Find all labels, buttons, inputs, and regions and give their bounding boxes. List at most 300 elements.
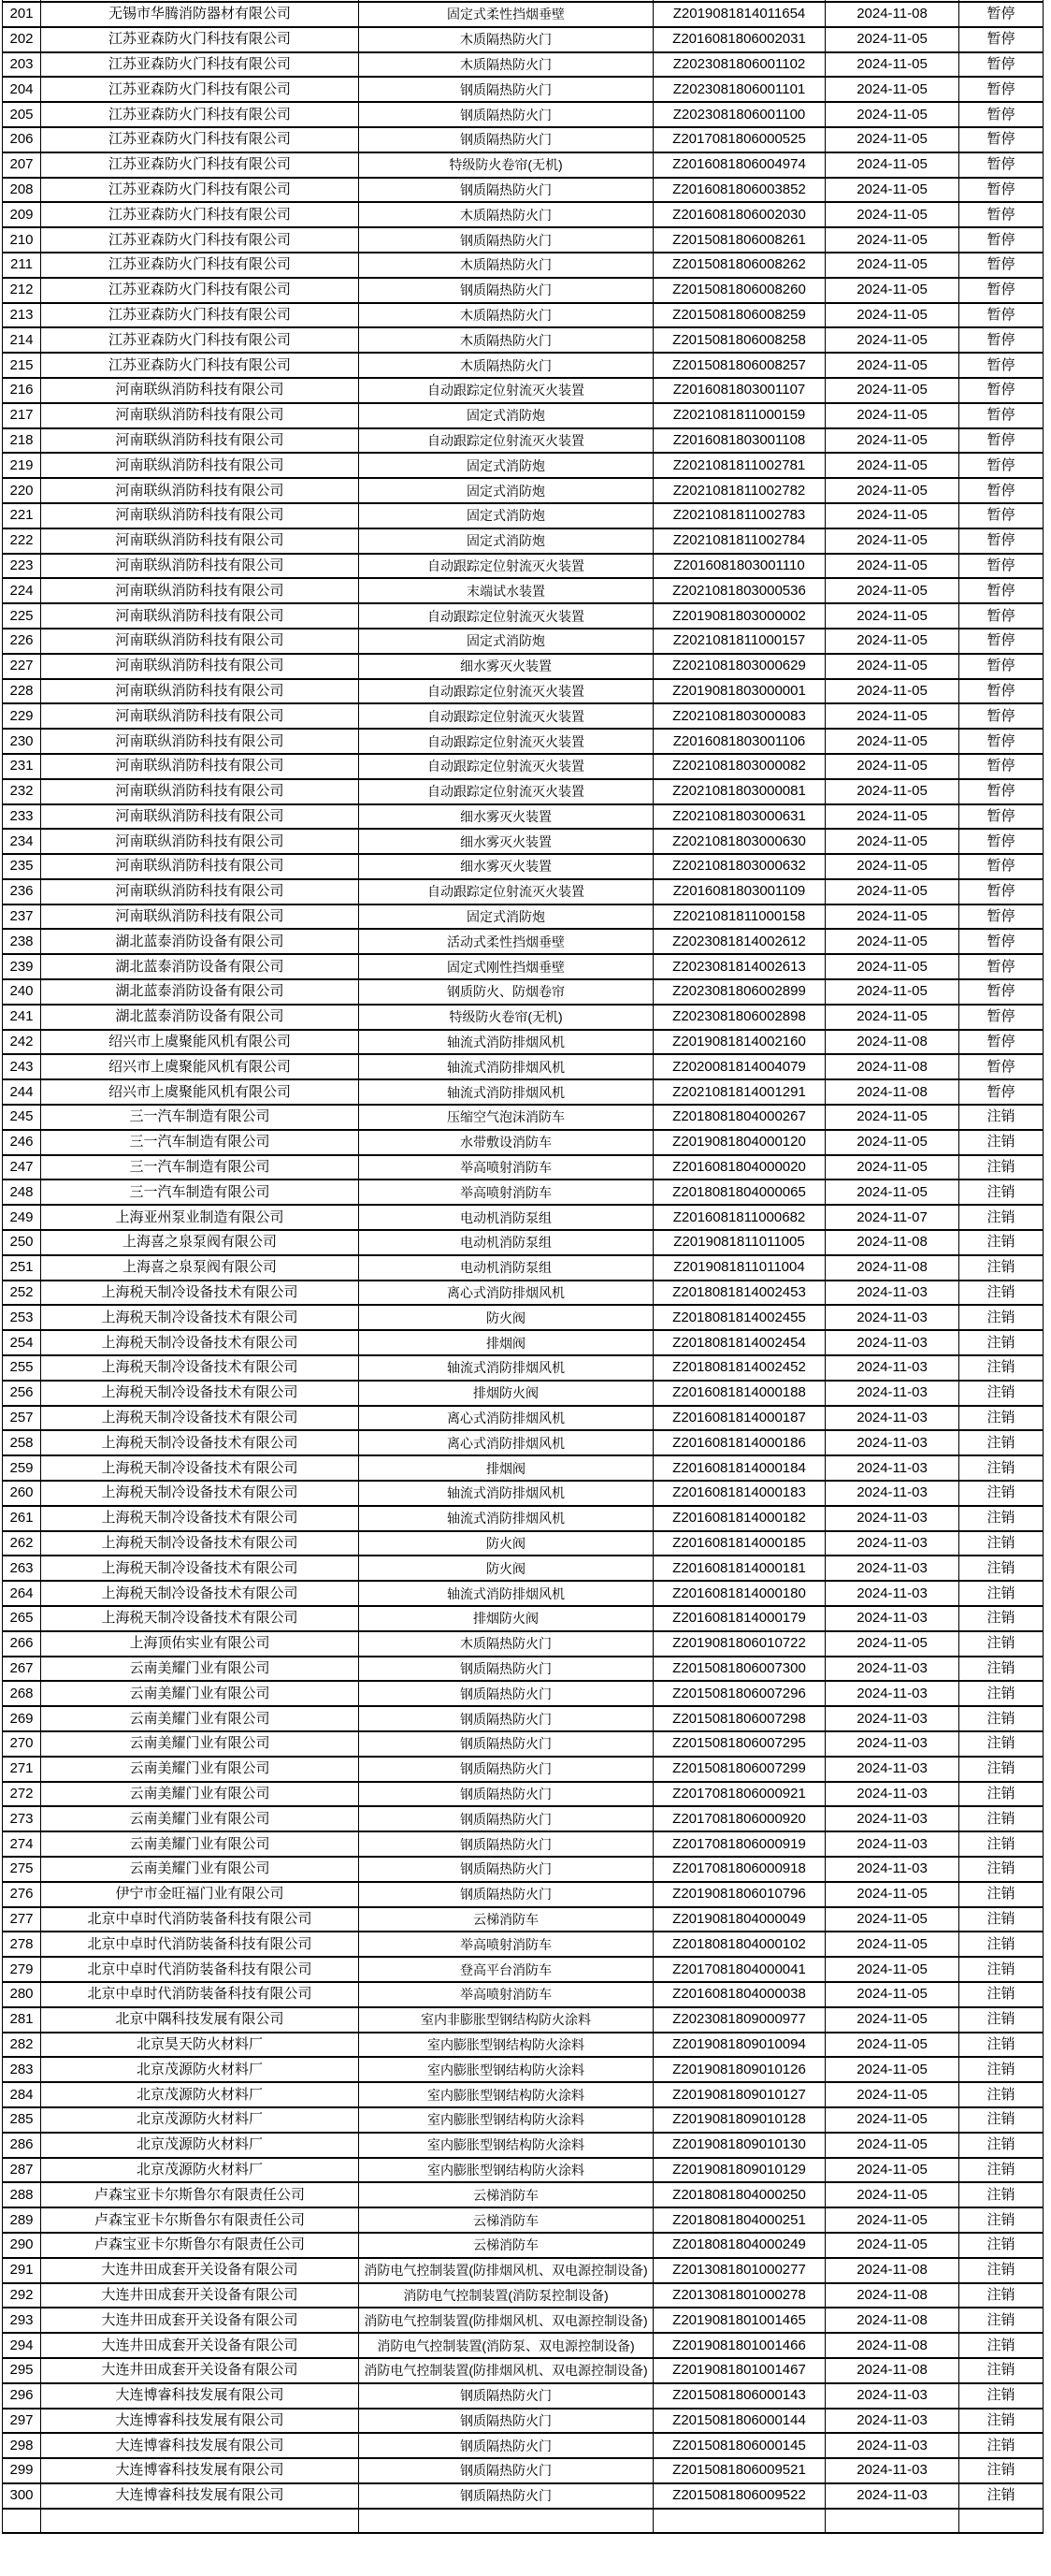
status-cell: 注销 — [959, 1281, 1044, 1306]
date-cell: 2024-11-03 — [826, 1305, 959, 1330]
product-name-cell: 离心式消防排烟风机 — [359, 1406, 654, 1431]
product-name-cell: 钢质隔热防火门 — [359, 102, 654, 127]
company-name-cell: 大连井田成套开关设备有限公司 — [41, 2333, 359, 2358]
certificate-number-cell: Z2023081814002612 — [654, 929, 826, 954]
company-name-cell: 三一汽车制造有限公司 — [41, 1179, 359, 1205]
table-row — [3, 378, 1044, 403]
status-cell: 注销 — [959, 2258, 1044, 2283]
certificate-number-cell: Z2021081803000083 — [654, 703, 826, 729]
table-row — [3, 2, 1044, 27]
partial-row-bottom — [3, 2509, 1044, 2534]
company-name-cell: 河南联纵消防科技有限公司 — [41, 478, 359, 503]
row-number-cell: 248 — [3, 1179, 41, 1205]
product-name-cell: 细水雾灭火装置 — [359, 804, 654, 830]
product-name-cell: 钢质隔热防火门 — [359, 2483, 654, 2509]
certificate-number-cell: Z2019081811011005 — [654, 1230, 826, 1255]
certificate-number-cell: Z2019081801001466 — [654, 2333, 826, 2358]
status-cell: 注销 — [959, 1455, 1044, 1481]
product-name-cell: 钢质隔热防火门 — [359, 1706, 654, 1731]
row-number-cell: 215 — [3, 353, 41, 378]
table-row — [3, 679, 1044, 704]
product-name-cell: 自动跟踪定位射流灭火装置 — [359, 378, 654, 403]
company-name-cell: 上海税天制冷设备技术有限公司 — [41, 1606, 359, 1631]
company-name-cell: 上海税天制冷设备技术有限公司 — [41, 1581, 359, 1606]
company-name-cell: 江苏亚森防火门科技有限公司 — [41, 77, 359, 102]
company-name-cell: 江苏亚森防火门科技有限公司 — [41, 353, 359, 378]
date-cell: 2024-11-05 — [826, 278, 959, 303]
row-number-cell: 251 — [3, 1255, 41, 1281]
company-name-cell: 河南联纵消防科技有限公司 — [41, 453, 359, 478]
table-row — [3, 1706, 1044, 1731]
company-name-cell: 大连井田成套开关设备有限公司 — [41, 2358, 359, 2383]
company-name-cell: 北京中卓时代消防装备科技有限公司 — [41, 1932, 359, 1957]
date-cell: 2024-11-03 — [826, 1481, 959, 1506]
date-cell: 2024-11-05 — [826, 27, 959, 52]
date-cell: 2024-11-03 — [826, 1556, 959, 1581]
product-name-cell: 室内膨胀型钢结构防火涂料 — [359, 2107, 654, 2133]
certificate-number-cell: Z2023081806001101 — [654, 77, 826, 102]
certificate-number-cell: Z2013081801000277 — [654, 2258, 826, 2283]
row-number-cell: 300 — [3, 2483, 41, 2509]
product-name-cell: 钢质隔热防火门 — [359, 2458, 654, 2483]
company-name-cell: 云南美耀门业有限公司 — [41, 1806, 359, 1831]
row-number-cell: 292 — [3, 2283, 41, 2308]
product-name-cell: 钢质隔热防火门 — [359, 1831, 654, 1857]
date-cell: 2024-11-05 — [826, 2133, 959, 2158]
row-number-cell: 267 — [3, 1657, 41, 1682]
product-name-cell: 木质隔热防火门 — [359, 303, 654, 328]
company-name-cell: 湖北蓝泰消防设备有限公司 — [41, 979, 359, 1005]
product-name-cell: 举高喷射消防车 — [359, 1982, 654, 2007]
row-number-cell: 280 — [3, 1982, 41, 2007]
company-name-cell: 大连博睿科技发展有限公司 — [41, 2383, 359, 2409]
certificate-number-cell: Z2019081809010126 — [654, 2057, 826, 2082]
company-name-cell: 大连井田成套开关设备有限公司 — [41, 2283, 359, 2308]
table-row — [3, 1606, 1044, 1631]
company-name-cell: 北京茂源防火材料厂 — [41, 2107, 359, 2133]
company-name-cell: 北京茂源防火材料厂 — [41, 2158, 359, 2183]
date-cell: 2024-11-05 — [826, 1130, 959, 1155]
table-row — [3, 603, 1044, 629]
product-name-cell: 电动机消防泵组 — [359, 1255, 654, 1281]
date-cell: 2024-11-08 — [826, 2358, 959, 2383]
status-cell: 注销 — [959, 2182, 1044, 2207]
company-name-cell: 河南联纵消防科技有限公司 — [41, 779, 359, 804]
date-cell: 2024-11-03 — [826, 1831, 959, 1857]
product-name-cell: 云梯消防车 — [359, 2233, 654, 2258]
status-cell: 注销 — [959, 1430, 1044, 1455]
date-cell: 2024-11-03 — [826, 2483, 959, 2509]
table-row — [3, 77, 1044, 102]
row-number-cell: 224 — [3, 578, 41, 603]
certificate-number-cell: Z2017081806000525 — [654, 127, 826, 152]
certificate-number-cell: Z2021081811002783 — [654, 503, 826, 528]
table-row — [3, 353, 1044, 378]
date-cell: 2024-11-05 — [826, 1957, 959, 1982]
row-number-cell: 247 — [3, 1155, 41, 1180]
date-cell: 2024-11-03 — [826, 1731, 959, 1757]
company-name-cell: 云南美耀门业有限公司 — [41, 1681, 359, 1706]
company-name-cell: 大连博睿科技发展有限公司 — [41, 2433, 359, 2458]
row-number-cell: 262 — [3, 1531, 41, 1556]
status-cell: 注销 — [959, 2409, 1044, 2434]
status-cell: 注销 — [959, 1581, 1044, 1606]
row-number-cell: 295 — [3, 2358, 41, 2383]
status-cell: 注销 — [959, 2007, 1044, 2033]
row-number-cell: 294 — [3, 2333, 41, 2358]
table-row — [3, 879, 1044, 904]
table-row — [3, 1455, 1044, 1481]
row-number-cell: 206 — [3, 127, 41, 152]
certificate-number-cell: Z2016081803001110 — [654, 554, 826, 579]
company-name-cell: 河南联纵消防科技有限公司 — [41, 629, 359, 654]
product-name-cell: 特级防火卷帘(无机) — [359, 1005, 654, 1030]
certificate-number-cell: Z2015081806008259 — [654, 303, 826, 328]
date-cell: 2024-11-03 — [826, 1355, 959, 1381]
table-row — [3, 178, 1044, 203]
certificate-number-cell: Z2015081806007300 — [654, 1657, 826, 1682]
table-row — [3, 2057, 1044, 2082]
company-name-cell: 河南联纵消防科技有限公司 — [41, 754, 359, 779]
date-cell: 2024-11-05 — [826, 528, 959, 554]
status-cell: 暂停 — [959, 227, 1044, 253]
status-cell: 暂停 — [959, 2, 1044, 27]
certificate-number-cell: Z2016081814000185 — [654, 1531, 826, 1556]
row-number-cell: 221 — [3, 503, 41, 528]
row-number-cell: 257 — [3, 1406, 41, 1431]
date-cell: 2024-11-08 — [826, 1079, 959, 1105]
status-cell: 注销 — [959, 1657, 1044, 1682]
company-name-cell: 北京中卓时代消防装备科技有限公司 — [41, 1957, 359, 1982]
product-name-cell: 云梯消防车 — [359, 2207, 654, 2233]
company-name-cell: 上海税天制冷设备技术有限公司 — [41, 1531, 359, 1556]
table-row — [3, 1782, 1044, 1807]
product-name-cell: 钢质隔热防火门 — [359, 1857, 654, 1882]
company-name-cell: 北京中隅科技发展有限公司 — [41, 2007, 359, 2033]
product-name-cell: 轴流式消防排烟风机 — [359, 1079, 654, 1105]
date-cell: 2024-11-05 — [826, 1932, 959, 1957]
product-name-cell: 细水雾灭火装置 — [359, 829, 654, 854]
date-cell: 2024-11-03 — [826, 2458, 959, 2483]
company-name-cell: 北京茂源防火材料厂 — [41, 2082, 359, 2107]
certificate-number-cell: Z2017081806000918 — [654, 1857, 826, 1882]
date-cell: 2024-11-05 — [826, 629, 959, 654]
date-cell: 2024-11-05 — [826, 127, 959, 152]
date-cell: 2024-11-05 — [826, 327, 959, 353]
company-name-cell: 上海顶佑实业有限公司 — [41, 1631, 359, 1657]
certificate-number-cell: Z2023081806002898 — [654, 1005, 826, 1030]
status-cell: 暂停 — [959, 829, 1044, 854]
table-row — [3, 403, 1044, 428]
status-cell: 暂停 — [959, 679, 1044, 704]
row-number-cell: 255 — [3, 1355, 41, 1381]
table-row — [3, 227, 1044, 253]
date-cell: 2024-11-05 — [826, 854, 959, 879]
row-number-cell: 202 — [3, 27, 41, 52]
product-name-cell: 固定式消防炮 — [359, 528, 654, 554]
table-row — [3, 1657, 1044, 1682]
certificate-number-cell: Z2015081806009521 — [654, 2458, 826, 2483]
table-row — [3, 2158, 1044, 2183]
date-cell: 2024-11-05 — [826, 253, 959, 278]
status-cell: 暂停 — [959, 52, 1044, 78]
product-name-cell: 消防电气控制装置(消防泵、双电源控制设备) — [359, 2333, 654, 2358]
company-name-cell: 上海税天制冷设备技术有限公司 — [41, 1430, 359, 1455]
product-name-cell: 自动跟踪定位射流灭火装置 — [359, 729, 654, 754]
date-cell: 2024-11-08 — [826, 2283, 959, 2308]
row-number-cell: 226 — [3, 629, 41, 654]
status-cell: 暂停 — [959, 979, 1044, 1005]
date-cell: 2024-11-03 — [826, 2433, 959, 2458]
product-name-cell: 排烟防火阀 — [359, 1381, 654, 1406]
row-number-cell: 258 — [3, 1430, 41, 1455]
certificate-number-cell: Z2016081806002030 — [654, 202, 826, 227]
status-cell: 注销 — [959, 1255, 1044, 1281]
certificate-number-cell: Z2013081801000278 — [654, 2283, 826, 2308]
product-name-cell: 固定式刚性挡烟垂壁 — [359, 954, 654, 979]
date-cell: 2024-11-05 — [826, 202, 959, 227]
table-row — [3, 102, 1044, 127]
date-cell: 2024-11-05 — [826, 703, 959, 729]
table-row — [3, 1430, 1044, 1455]
certificate-number-cell: Z2016081814000182 — [654, 1506, 826, 1531]
row-number-cell: 239 — [3, 954, 41, 979]
company-name-cell: 江苏亚森防火门科技有限公司 — [41, 278, 359, 303]
status-cell: 注销 — [959, 1330, 1044, 1355]
company-name-cell: 大连井田成套开关设备有限公司 — [41, 2308, 359, 2333]
stub-cell — [654, 2509, 826, 2534]
table-row — [3, 1531, 1044, 1556]
table-row — [3, 2207, 1044, 2233]
product-name-cell: 固定式消防炮 — [359, 904, 654, 930]
certificate-number-cell: Z2018081804000249 — [654, 2233, 826, 2258]
row-number-cell: 242 — [3, 1030, 41, 1055]
certificate-number-cell: Z2019081809010128 — [654, 2107, 826, 2133]
status-cell: 注销 — [959, 1355, 1044, 1381]
date-cell: 2024-11-05 — [826, 1907, 959, 1932]
table-row — [3, 578, 1044, 603]
table-row — [3, 1506, 1044, 1531]
status-cell: 暂停 — [959, 879, 1044, 904]
product-name-cell: 水带敷设消防车 — [359, 1130, 654, 1155]
table-row — [3, 1230, 1044, 1255]
certificate-number-cell: Z2016081804000038 — [654, 1982, 826, 2007]
date-cell: 2024-11-03 — [826, 1381, 959, 1406]
product-name-cell: 压缩空气泡沫消防车 — [359, 1105, 654, 1130]
status-cell: 注销 — [959, 1882, 1044, 1907]
row-number-cell: 286 — [3, 2133, 41, 2158]
product-name-cell: 钢质隔热防火门 — [359, 127, 654, 152]
certificate-number-cell: Z2016081814000183 — [654, 1481, 826, 1506]
product-name-cell: 细水雾灭火装置 — [359, 654, 654, 679]
table-row — [3, 1882, 1044, 1907]
company-name-cell: 河南联纵消防科技有限公司 — [41, 378, 359, 403]
date-cell: 2024-11-05 — [826, 152, 959, 178]
table-row — [3, 1255, 1044, 1281]
certificate-number-cell: Z2018081814002453 — [654, 1281, 826, 1306]
company-name-cell: 江苏亚森防火门科技有限公司 — [41, 27, 359, 52]
product-name-cell: 轴流式消防排烟风机 — [359, 1030, 654, 1055]
company-name-cell: 三一汽车制造有限公司 — [41, 1130, 359, 1155]
date-cell: 2024-11-03 — [826, 1455, 959, 1481]
table-row — [3, 854, 1044, 879]
status-cell: 注销 — [959, 1230, 1044, 1255]
status-cell: 注销 — [959, 1681, 1044, 1706]
status-cell: 暂停 — [959, 253, 1044, 278]
company-name-cell: 河南联纵消防科技有限公司 — [41, 503, 359, 528]
company-name-cell: 河南联纵消防科技有限公司 — [41, 804, 359, 830]
certificate-number-cell: Z2016081803001106 — [654, 729, 826, 754]
table-row — [3, 1581, 1044, 1606]
date-cell: 2024-11-05 — [826, 1982, 959, 2007]
product-name-cell: 自动跟踪定位射流灭火装置 — [359, 703, 654, 729]
status-cell: 注销 — [959, 1105, 1044, 1130]
table-row — [3, 1857, 1044, 1882]
status-cell: 暂停 — [959, 1030, 1044, 1055]
company-name-cell: 江苏亚森防火门科技有限公司 — [41, 303, 359, 328]
row-number-cell: 283 — [3, 2057, 41, 2082]
row-number-cell: 244 — [3, 1079, 41, 1105]
table-row — [3, 2409, 1044, 2434]
row-number-cell: 291 — [3, 2258, 41, 2283]
certificate-number-cell: Z2016081806003852 — [654, 178, 826, 203]
certificate-number-cell: Z2021081811002784 — [654, 528, 826, 554]
date-cell: 2024-11-05 — [826, 804, 959, 830]
row-number-cell: 246 — [3, 1130, 41, 1155]
product-name-cell: 钢质隔热防火门 — [359, 227, 654, 253]
date-cell: 2024-11-05 — [826, 829, 959, 854]
table-row — [3, 2358, 1044, 2383]
company-name-cell: 江苏亚森防火门科技有限公司 — [41, 227, 359, 253]
row-number-cell: 203 — [3, 52, 41, 78]
certificate-number-cell: Z2016081814000187 — [654, 1406, 826, 1431]
row-number-cell: 249 — [3, 1205, 41, 1230]
product-name-cell: 防火阀 — [359, 1556, 654, 1581]
table-row — [3, 1806, 1044, 1831]
row-number-cell: 274 — [3, 1831, 41, 1857]
company-name-cell: 上海税天制冷设备技术有限公司 — [41, 1506, 359, 1531]
stub-cell — [359, 2509, 654, 2534]
certificate-number-cell: Z2021081811000158 — [654, 904, 826, 930]
date-cell: 2024-11-05 — [826, 1005, 959, 1030]
company-name-cell: 云南美耀门业有限公司 — [41, 1857, 359, 1882]
row-number-cell: 212 — [3, 278, 41, 303]
table-row — [3, 1105, 1044, 1130]
row-number-cell: 289 — [3, 2207, 41, 2233]
row-number-cell: 220 — [3, 478, 41, 503]
row-number-cell: 266 — [3, 1631, 41, 1657]
row-number-cell: 205 — [3, 102, 41, 127]
certificate-number-cell: Z2023081806001102 — [654, 52, 826, 78]
product-name-cell: 钢质隔热防火门 — [359, 1882, 654, 1907]
company-name-cell: 云南美耀门业有限公司 — [41, 1782, 359, 1807]
date-cell: 2024-11-05 — [826, 2158, 959, 2183]
status-cell: 注销 — [959, 1531, 1044, 1556]
table-row — [3, 1330, 1044, 1355]
status-cell: 注销 — [959, 1806, 1044, 1831]
product-name-cell: 登高平台消防车 — [359, 1957, 654, 1982]
table-row — [3, 1731, 1044, 1757]
certificate-number-cell: Z2019081803000001 — [654, 679, 826, 704]
row-number-cell: 276 — [3, 1882, 41, 1907]
date-cell: 2024-11-03 — [826, 1782, 959, 1807]
company-name-cell: 绍兴市上虞聚能风机有限公司 — [41, 1079, 359, 1105]
company-name-cell: 卢森宝亚卡尔斯鲁尔有限责任公司 — [41, 2182, 359, 2207]
date-cell: 2024-11-08 — [826, 1054, 959, 1079]
status-cell: 暂停 — [959, 854, 1044, 879]
company-name-cell: 河南联纵消防科技有限公司 — [41, 554, 359, 579]
status-cell: 暂停 — [959, 729, 1044, 754]
product-name-cell: 钢质防火、防烟卷帘 — [359, 979, 654, 1005]
row-number-cell: 259 — [3, 1455, 41, 1481]
stub-cell — [826, 2509, 959, 2534]
table-row — [3, 2258, 1044, 2283]
table-row — [3, 2133, 1044, 2158]
certificate-number-cell: Z2023081806002899 — [654, 979, 826, 1005]
company-name-cell: 三一汽车制造有限公司 — [41, 1105, 359, 1130]
status-cell: 暂停 — [959, 327, 1044, 353]
company-name-cell: 绍兴市上虞聚能风机有限公司 — [41, 1054, 359, 1079]
status-cell: 暂停 — [959, 754, 1044, 779]
company-name-cell: 河南联纵消防科技有限公司 — [41, 729, 359, 754]
company-name-cell: 大连博睿科技发展有限公司 — [41, 2458, 359, 2483]
product-name-cell: 固定式柔性挡烟垂壁 — [359, 2, 654, 27]
row-number-cell: 230 — [3, 729, 41, 754]
row-number-cell: 264 — [3, 1581, 41, 1606]
company-name-cell: 江苏亚森防火门科技有限公司 — [41, 52, 359, 78]
company-name-cell: 河南联纵消防科技有限公司 — [41, 879, 359, 904]
date-cell: 2024-11-03 — [826, 1857, 959, 1882]
row-number-cell: 263 — [3, 1556, 41, 1581]
table-row — [3, 1005, 1044, 1030]
row-number-cell: 219 — [3, 453, 41, 478]
row-number-cell: 287 — [3, 2158, 41, 2183]
status-cell: 注销 — [959, 1731, 1044, 1757]
certificate-number-cell: Z2019081809010094 — [654, 2033, 826, 2058]
row-number-cell: 243 — [3, 1054, 41, 1079]
row-number-cell: 237 — [3, 904, 41, 930]
status-cell: 暂停 — [959, 578, 1044, 603]
product-name-cell: 活动式柔性挡烟垂壁 — [359, 929, 654, 954]
company-name-cell: 北京茂源防火材料厂 — [41, 2057, 359, 2082]
product-name-cell: 室内膨胀型钢结构防火涂料 — [359, 2082, 654, 2107]
table-row — [3, 503, 1044, 528]
status-cell: 暂停 — [959, 278, 1044, 303]
table-row — [3, 52, 1044, 78]
status-cell: 注销 — [959, 1205, 1044, 1230]
status-cell: 注销 — [959, 1831, 1044, 1857]
table-row — [3, 1681, 1044, 1706]
certificate-number-cell: Z2015081806009522 — [654, 2483, 826, 2509]
table-row — [3, 1355, 1044, 1381]
row-number-cell: 279 — [3, 1957, 41, 1982]
status-cell: 注销 — [959, 1305, 1044, 1330]
date-cell: 2024-11-08 — [826, 2258, 959, 2283]
date-cell: 2024-11-05 — [826, 578, 959, 603]
certificate-number-cell: Z2016081811000682 — [654, 1205, 826, 1230]
company-name-cell: 河南联纵消防科技有限公司 — [41, 703, 359, 729]
status-cell: 注销 — [959, 1932, 1044, 1957]
certificate-number-cell: Z2019081803000002 — [654, 603, 826, 629]
company-name-cell: 河南联纵消防科技有限公司 — [41, 578, 359, 603]
status-cell: 暂停 — [959, 1079, 1044, 1105]
row-number-cell: 222 — [3, 528, 41, 554]
table-row — [3, 829, 1044, 854]
product-name-cell: 木质隔热防火门 — [359, 202, 654, 227]
table-row — [3, 2182, 1044, 2207]
product-name-cell: 钢质隔热防火门 — [359, 1782, 654, 1807]
certificate-number-cell: Z2023081814002613 — [654, 954, 826, 979]
